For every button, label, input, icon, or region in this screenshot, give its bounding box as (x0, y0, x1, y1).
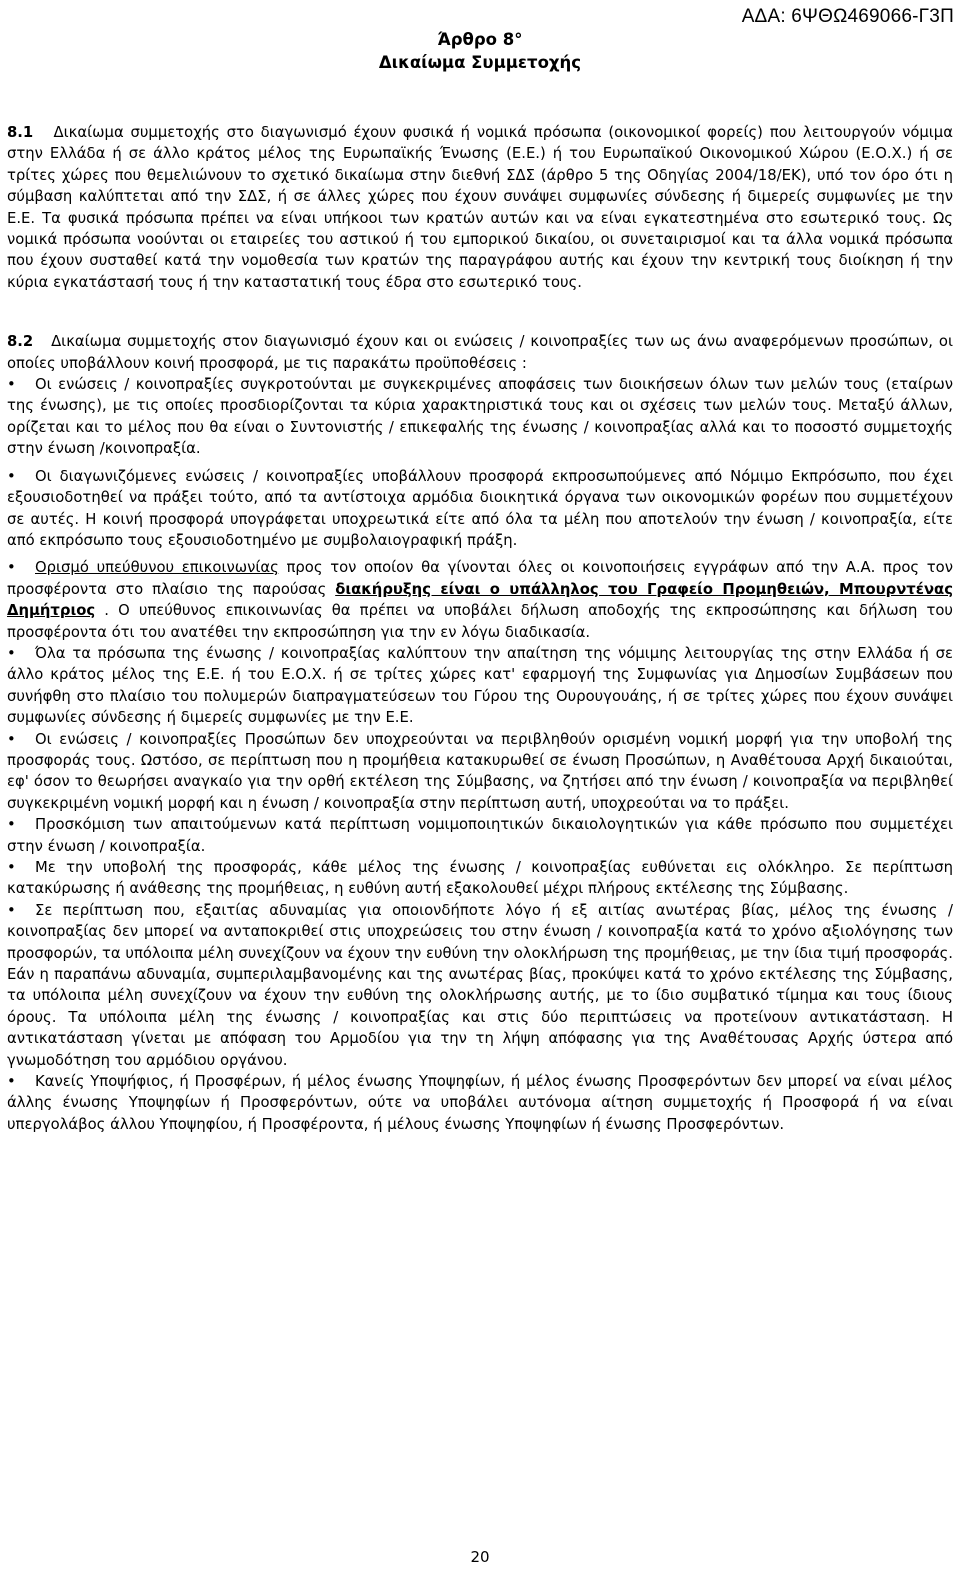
bullet-text: Όλα τα πρόσωπα της ένωσης / κοινοπραξίας καλύπτουν την απαίτηση της νόμιμης λειτουργίας της στην Ελλάδα ή σε άλλο κράτος μέλος της Ε.Ε. ή του Ε.Ο.Χ. ή σε τρίτες χώρες κατ' εφαρμογή της Συμφωνίας για Δημοσίων Συμβάσεων που συνήφθη στο πλαίσιο του πολυμερών διαπραγματεύσεων του Γύρου της Ουρουγουάης, ή σε τρίτες χώρες που έχουν συνάψει συμφωνίες σύνδεσης ή διμερείς συμφωνίες με την Ε.Ε. (7, 644, 953, 727)
paragraph-8-1 (7, 122, 953, 293)
bullet-text: Οι διαγωνιζόμενες ενώσεις / κοινοπραξίες υποβάλλουν προσφορά εκπροσωπούμενες από Νόμιμο Εκπρόσωπο, που έχει εξουσιοδοτηθεί να πράξει τούτο, από τα αντίστοιχα αρμόδια διοικητικά όργανα των οικονομικών φορέων που συμμετέχουν σε αυτές. Η κοινή προσφορά υπογράφεται υποχρεωτικά είτε από όλα τα μέλη που αποτελούν την ένωση / κοινοπραξία, είτε από εκπρόσωπο τους εξουσιοδοτημένο με συμβολαιογραφική πράξη. (7, 467, 953, 549)
bullet-text: Με την υποβολή της προσφοράς, κάθε μέλος της ένωσης / κοινοπραξίας ευθύνεται εις ολόκληρο. Σε περίπτωση κατακύρωσης ή ανάθεσης της προμήθειας, η ευθύνη αυτή εξακολουθεί μέχρι πλήρους εκτέλεσης της Σύμβασης. (7, 859, 953, 898)
paragraph-8-2-intro (7, 331, 953, 374)
ada-code: ΑΔΑ: 6ΨΘΩ469066-Γ3Π (741, 6, 954, 27)
bullet-icon: • (7, 467, 16, 485)
paragraph-text: Δικαίωμα συμμετοχής στον διαγωνισμό έχουν και οι ενώσεις / κοινοπραξίες των ως άνω αναφερόμενων προσώπων, οι οποίες υποβάλλουν κοινή προσφορά, με τις παρακάτω προϋποθέσεις : (7, 333, 953, 372)
bullet-item (7, 466, 953, 552)
contact-person-name: διακήρυξης είναι ο υπάλληλος του Γραφείο Προμηθειών, Μπουρντένας Δημήτριος (7, 580, 953, 620)
bullet-item (7, 374, 953, 460)
bullet-icon: • (7, 816, 16, 834)
document-body (7, 122, 953, 1135)
bullet-icon: • (7, 901, 16, 919)
bullet-text: προς τον οποίον θα γίνονται όλες οι κοινοποιήσεις εγγράφων από την Α.Α. προς τον προσφέροντα στο πλαίσιο της παρούσας (7, 559, 953, 598)
bullet-text: . Ο υπεύθυνος επικοινωνίας θα πρέπει να υποβάλει δήλωση αποδοχής της εκπροσώπησης και δήλωση του προσφέροντα ότι του ανατέθει την εκπροσώπηση για την εν λόγω διαδικασία. (7, 602, 953, 641)
article-subtitle: Δικαίωμα Συμμετοχής (378, 53, 582, 72)
bullet-text: Σε περίπτωση που, εξαιτίας αδυναμίας για οποιονδήποτε λόγο ή εξ αιτίας ανωτέρας βίας, μέλος της ένωσης / κοινοπραξίας δεν μπορεί να ανταποκριθεί στις υποχρεώσεις του στην ένωση / κοινοπραξία κατά το χρόνο αξιολόγησης των προσφορών, τα υπόλοιπα μέλη συνεχίζουν να έχουν την ευθύνη την ολοκλήρωση της προμήθειας, με την ίδια τιμή προσφοράς. Εάν η παραπάνω αδυναμία, συμπεριλαμβανομένης και της ανωτέρας βίας, προκύψει κατά το χρόνο εκτέλεσης της Σύμβασης, τα υπόλοιπα μέλη συνεχίζουν να έχουν την ευθύνη της ολοκλήρωσης αυτής, με το ίδιο συμβατικό τίμημα και τους ίδιους όρους. Τα υπόλοιπα μέλη της ένωσης / κοινοπραξίας και στις δύο περιπτώσεις να προτείνουν αντικατάσταση. Η αντικατάσταση γίνεται με απόφαση του Αρμοδίου για την τη λήψη απόφασης για της Αναθέτουσας Αρχής ύστερα από γνωμοδότηση του αρμόδιου οργάνου. (7, 901, 953, 1069)
bullet-icon: • (7, 559, 16, 577)
bullet-text: Οι ενώσεις / κοινοπραξίες Προσώπων δεν υποχρεούνται να περιβληθούν ορισμένη νομική μορφή για την υποβολή της προσφοράς τους. Ωστόσο, σε περίπτωση που η προμήθεια κατακυρωθεί σε ένωση Προσώπων, η Αναθέτουσα Αρχή δικαιούται, εφ' όσον το θεωρήσει αναγκαίο για την ορθή εκτέλεση της Σύμβασης, να ζητήσει από την ένωση / κοινοπραξία να περιβληθεί συγκεκριμένη νομική μορφή και η ένωση / κοινοπραξία στην περίπτωση αυτή, υποχρεούται να το πράξει. (7, 730, 953, 812)
article-title: Άρθρο 8° (437, 30, 523, 49)
bullet-icon: • (7, 730, 16, 748)
bullet-icon: • (7, 376, 16, 394)
bullet-icon: • (7, 859, 16, 876)
bullet-item (7, 857, 953, 900)
section-number: 8.2 (7, 333, 34, 351)
bullet-item (7, 1071, 953, 1135)
paragraph-text: Δικαίωμα συμμετοχής στο διαγωνισμό έχουν φυσικά ή νομικά πρόσωπα (οικονομικοί φορείς) που λειτουργούν νόμιμα στην Ελλάδα ή σε άλλο κράτος μέλος της Ευρωπαϊκής Ένωσης (Ε.Ε.) ή του Ευρωπαϊκού Οικονομικού Χώρου (Ε.Ο.Χ.) ή σε τρίτες χώρες που θεμελιώνουν το σχετικό δικαίωμα στην διεθνή ΣΔΣ (άρθρο 5 της Οδηγίας 2004/18/ΕΚ), υπό τον όρο ότι η σύμβαση καλύπτεται από την ΣΔΣ, ή σε άλλες χώρες που έχουν συνάψει συμφωνίες σύνδεσης ή διμερείς συμφωνίες με την Ε.Ε. Τα φυσικά πρόσωπα πρέπει να είναι υπήκοοι των κρατών αυτών και να είναι εγκατεστημένα στο εσωτερικό τους. Ως νομικά πρόσωπα νοούνται οι εταιρείες του αστικού ή του εμπορικού δικαίου, οι συνεταιρισμοί και τα άλλα νομικά πρόσωπα που έχουν συσταθεί κατά την νομοθεσία των κρατών της παραγράφου αυτής και έχουν την κεντρική τους διοίκηση ή την κύρια εγκατάστασή τους ή την καταστατική τους έδρα στο εσωτερικό τους. (7, 124, 953, 291)
bullet-item (7, 900, 953, 1071)
bullet-item (7, 557, 953, 643)
contact-person-link: Ορισμό υπεύθυνου επικοινωνίας (35, 559, 279, 577)
page-number: 20 (470, 1548, 490, 1566)
bullet-text: Προσκόμιση των απαιτούμενων κατά περίπτωση νομιμοποιητικών δικαιολογητικών για κάθε πρόσωπο που συμμετέχει στην ένωση / κοινοπραξία. (7, 816, 953, 855)
bullet-item (7, 643, 953, 729)
bullet-text: Οι ενώσεις / κοινοπραξίες συγκροτούνται με συγκεκριμένες αποφάσεις των διοικήσεων όλων των μελών τους (εταίρων της ένωσης), με τις οποίες προσδιορίζονται τα κύρια χαρακτηριστικά τους και οι σχέσεις των μελών τους. Μεταξύ άλλων, ορίζεται και το μέλος που θα είναι ο Συντονιστής / επικεφαλής της ένωσης / κοινοπραξίας αλλά και το ποσοστό συμμετοχής στην ένωση /κοινοπραξία. (7, 376, 953, 458)
section-number: 8.1 (7, 124, 34, 141)
bullet-item (7, 814, 953, 857)
bullet-item (7, 729, 953, 815)
bullet-icon: • (7, 1073, 16, 1091)
bullet-text: Κανείς Υποψήφιος, ή Προσφέρων, ή μέλος ένωσης Υποψηφίων, ή μέλος ένωσης Προσφερόντων δεν μπορεί να είναι μέλος άλλης ένωσης Υποψηφίων ή Προσφερόντων, ούτε να υποβάλει αυτόνομα αίτηση συμμετοχής ή Προσφορά ή να είναι υπεργολάβος άλλου Υποψηφίου, ή Προσφέροντα, ή μέλους ένωσης Υποψηφίων ή ένωσης Προσφερόντων. (7, 1073, 953, 1133)
bullet-icon: • (7, 644, 16, 662)
